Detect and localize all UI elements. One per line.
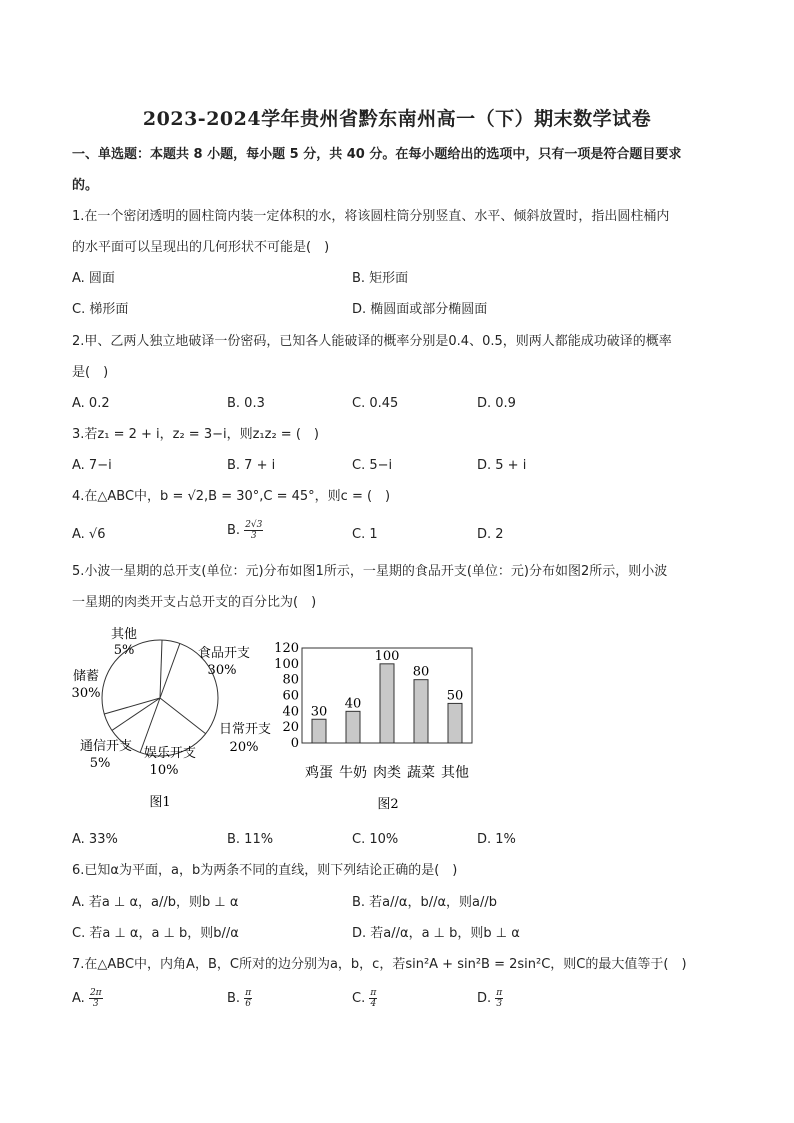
q2-option-c: C. 0.45 xyxy=(352,396,399,411)
q4-option-b-label: B. xyxy=(227,523,241,538)
q3-option-b: B. 7 + i xyxy=(227,458,276,473)
q5-stem-line2: 一星期的肉类开支占总开支的百分比为( ) xyxy=(72,595,317,610)
q2-option-a: A. 0.2 xyxy=(72,396,110,411)
pie-slice-3 xyxy=(140,698,160,753)
q4-option-a: A. √6 xyxy=(72,527,106,542)
pie-pct-entertainment: 10% xyxy=(149,763,179,778)
q6-option-b: B. 若a//α，b//α，则a//b xyxy=(352,895,498,910)
pie-label-savings: 储蓄 xyxy=(72,669,100,684)
pie-pct-telecom: 5% xyxy=(89,756,111,771)
q7-option-a xyxy=(72,988,103,1009)
pie-label-food: 食品开支 xyxy=(197,646,251,661)
q4-option-c: C. 1 xyxy=(352,527,378,542)
bar-category-label: 鸡蛋 xyxy=(305,765,333,781)
pie-label-daily: 日常开支 xyxy=(218,722,272,737)
bar-value-label: 40 xyxy=(344,696,362,712)
bar-caption: 图2 xyxy=(377,797,399,812)
bar-肉类 xyxy=(380,664,394,743)
bar-value-label: 80 xyxy=(412,664,430,680)
bar-y-tick: 20 xyxy=(282,720,299,736)
q3-option-a: A. 7−i xyxy=(72,458,112,473)
q7-option-d-label: D. xyxy=(477,991,492,1006)
section-heading-line2: 的。 xyxy=(72,178,99,193)
q2-stem-line2: 是( ) xyxy=(72,365,109,380)
fraction-denominator: 3 xyxy=(250,531,257,541)
bar-y-tick: 120 xyxy=(274,641,299,656)
q4-stem: 4.在△ABC中，b = √2,B = 30°,C = 45°，则c = ( ) xyxy=(72,489,391,504)
q5-stem-line1: 5.小波一星期的总开支(单位：元)分布如图1所示，一星期的食品开支(单位：元)分布如图2所示，则小波 xyxy=(72,564,668,579)
pie-caption: 图1 xyxy=(149,795,171,810)
q7-option-c-fraction xyxy=(369,988,377,1009)
pie-label-entertainment: 娱乐开支 xyxy=(143,746,197,761)
q1-stem-line2: 的水平面可以呈现出的几何形状不可能是( ) xyxy=(72,240,330,255)
bar-value-label: 50 xyxy=(446,688,464,704)
q7-option-b-fraction xyxy=(244,988,252,1009)
bar-category-label: 肉类 xyxy=(373,765,401,781)
q1-option-c: C. 梯形面 xyxy=(72,302,129,317)
q6-stem: 6.已知α为平面，a，b为两条不同的直线，则下列结论正确的是( ) xyxy=(72,863,458,878)
q7-option-b xyxy=(227,988,252,1009)
page-title: 2023-2024学年贵州省黔东南州高一（下）期末数学试卷 xyxy=(142,108,652,130)
q3-option-c: C. 5−i xyxy=(352,458,393,473)
bar-chart xyxy=(272,640,482,820)
pie-chart xyxy=(62,620,292,820)
q7-option-c-label: C. xyxy=(352,991,366,1006)
fraction-denominator: 3 xyxy=(496,999,503,1009)
bar-category-label: 其他 xyxy=(441,765,469,781)
section-heading-line1: 一、单选题：本题共 8 小题，每小题 5 分，共 40 分。在每小题给出的选项中，只有一项是符合题目要求 xyxy=(72,147,682,162)
pie-label-other: 其他 xyxy=(110,627,138,642)
fraction-denominator: 4 xyxy=(370,999,377,1009)
bar-value-label: 30 xyxy=(310,704,328,720)
fraction-denominator: 3 xyxy=(92,999,99,1009)
q7-option-b-label: B. xyxy=(227,991,241,1006)
pie-slice-2 xyxy=(160,698,206,734)
fraction-numerator: 2π xyxy=(89,988,102,998)
pie-slice-5 xyxy=(104,698,160,714)
q2-stem-line1: 2.甲、乙两人独立地破译一份密码，已知各人能破译的概率分别是0.4、0.5，则两人都能成功破译的概率 xyxy=(72,334,672,349)
bar-蔬菜 xyxy=(414,680,428,743)
q6-option-c: C. 若a ⊥ α，a ⊥ b，则b//α xyxy=(72,926,239,941)
bar-y-ticks xyxy=(274,641,299,751)
bar-value-label: 100 xyxy=(374,648,400,664)
fraction-numerator: π xyxy=(496,988,503,998)
q5-option-c: C. 10% xyxy=(352,832,399,847)
pie-pct-daily: 20% xyxy=(229,740,259,755)
bar-y-tick: 60 xyxy=(282,688,299,704)
pie-slice-4 xyxy=(112,698,160,730)
q6-option-d: D. 若a//α，a ⊥ b，则b ⊥ α xyxy=(352,926,520,941)
q2-option-d: D. 0.9 xyxy=(477,396,516,411)
q4-option-b xyxy=(227,520,263,541)
bar-category-label: 蔬菜 xyxy=(407,765,435,781)
bar-鸡蛋 xyxy=(312,719,326,743)
fraction-numerator: 2√3 xyxy=(245,520,263,530)
pie-slice-1 xyxy=(160,643,180,698)
q1-option-b: B. 矩形面 xyxy=(352,271,409,286)
bar-其他 xyxy=(448,703,462,743)
bar-y-tick: 100 xyxy=(274,656,299,672)
bar-y-tick: 40 xyxy=(282,704,299,720)
pie-pct-other: 5% xyxy=(113,643,135,658)
q7-option-a-label: A. xyxy=(72,991,85,1006)
pie-pct-food: 30% xyxy=(207,663,237,678)
q5-option-b: B. 11% xyxy=(227,832,274,847)
q3-option-d: D. 5 + i xyxy=(477,458,527,473)
bar-y-tick: 80 xyxy=(282,672,299,688)
pie-pct-savings: 30% xyxy=(71,686,101,701)
q6-option-a: A. 若a ⊥ α，a//b，则b ⊥ α xyxy=(72,895,239,910)
q7-option-d xyxy=(477,988,503,1009)
bar-category-label: 牛奶 xyxy=(339,765,367,781)
q2-option-b: B. 0.3 xyxy=(227,396,265,411)
q3-stem: 3.若z₁ = 2 + i，z₂ = 3−i，则z₁z₂ = ( ) xyxy=(72,427,319,442)
fraction-numerator: π xyxy=(370,988,377,998)
q7-option-c xyxy=(352,988,377,1009)
bar-series xyxy=(305,649,469,781)
q7-option-d-fraction xyxy=(495,988,503,1009)
q7-option-a-fraction xyxy=(89,988,103,1009)
q5-option-d: D. 1% xyxy=(477,832,516,847)
fraction-denominator: 6 xyxy=(245,999,252,1009)
q1-option-a: A. 圆面 xyxy=(72,271,115,286)
q7-stem: 7.在△ABC中，内角A，B，C所对的边分别为a，b，c，若sin²A + sin²B = 2sin²C，则C的最大值等于( ) xyxy=(72,957,687,972)
q1-stem-line1: 1.在一个密闭透明的圆柱筒内装一定体积的水，将该圆柱筒分别竖直、水平、倾斜放置时，指出圆柱桶内 xyxy=(72,209,670,224)
pie-slice-6 xyxy=(160,640,162,698)
fraction-numerator: π xyxy=(245,988,252,998)
pie-label-telecom: 通信开支 xyxy=(79,739,133,754)
q5-option-a: A. 33% xyxy=(72,832,118,847)
q4-option-b-fraction xyxy=(244,520,263,541)
bar-y-tick: 0 xyxy=(290,736,299,751)
q1-option-d: D. 椭圆面或部分椭圆面 xyxy=(352,302,488,317)
bar-牛奶 xyxy=(346,711,360,743)
q4-option-d: D. 2 xyxy=(477,527,504,542)
